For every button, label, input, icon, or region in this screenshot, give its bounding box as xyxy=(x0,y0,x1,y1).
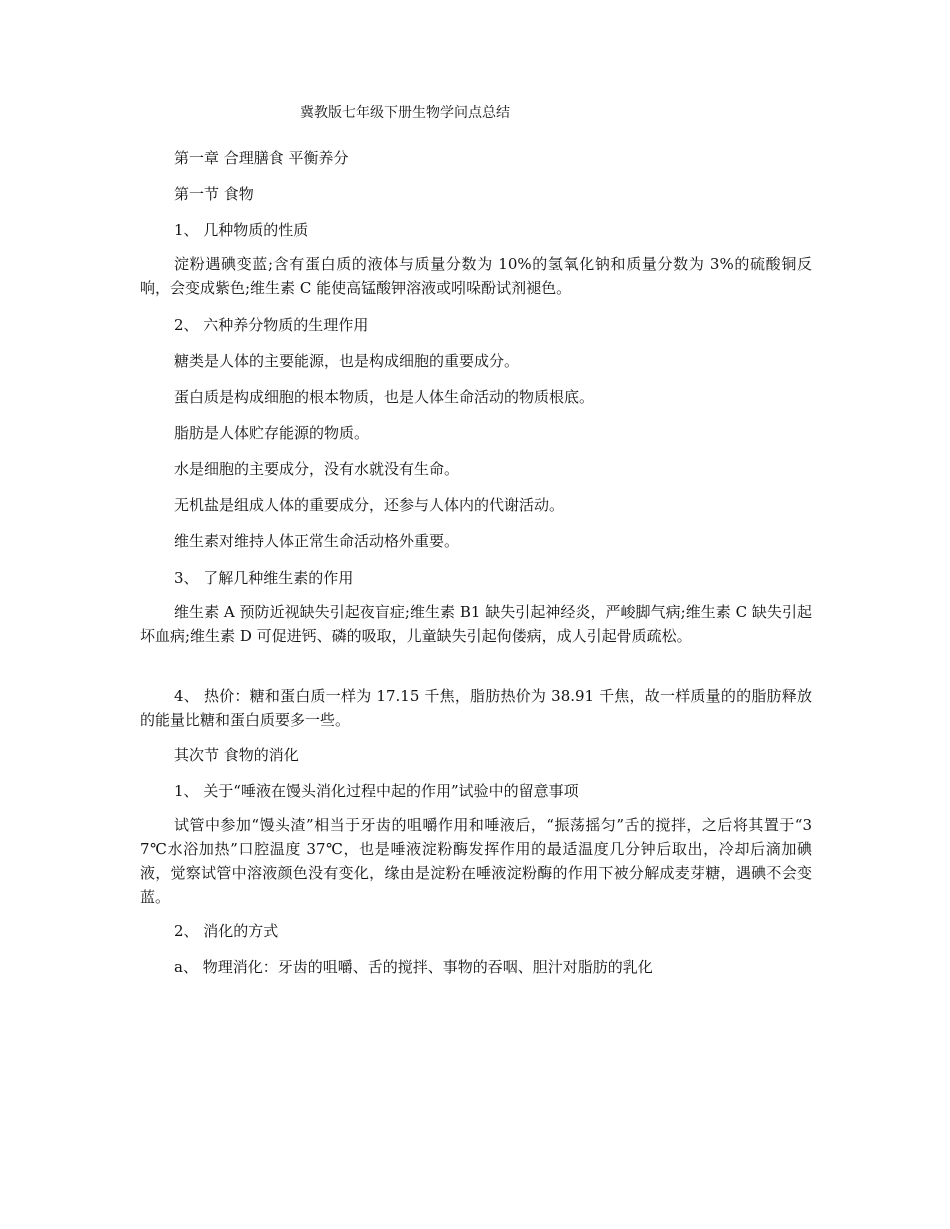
nutrient-line: 糖类是人体的主要能源，也是构成细胞的重要成分。 xyxy=(174,352,520,370)
section-heading: 其次节 食物的消化 xyxy=(174,746,299,764)
item-heading: 2、 消化的方式 xyxy=(174,922,279,940)
item-heading: 2、 六种养分物质的生理作用 xyxy=(174,316,369,334)
paragraph: 4、 热价：糖和蛋白质一样为 17.15 千焦，脂肪热价为 38.91 千焦，故一样质量的的脂肪释放的能量比糖和蛋白质要多一些。 xyxy=(140,687,812,729)
nutrient-line: 维生素对维持人体正常生命活动格外重要。 xyxy=(174,532,460,550)
item-heading: 1、 几种物质的性质 xyxy=(174,221,309,239)
nutrient-line: 无机盐是组成人体的重要成分，还参与人体内的代谢活动。 xyxy=(174,496,565,514)
paragraph: 维生素 A 预防近视缺失引起夜盲症;维生素 B1 缺失引起神经炎，严峻脚气病;维生素 C 缺失引起坏血病;维生素 D 可促进钙、磷的吸取，儿童缺失引起佝偻病，成人引起骨质疏松。 xyxy=(140,603,812,645)
section-heading: 第一节 食物 xyxy=(174,185,254,203)
nutrient-line: 水是细胞的主要成分，没有水就没有生命。 xyxy=(174,460,460,478)
nutrient-line: 蛋白质是构成细胞的根本物质，也是人体生命活动的物质根底。 xyxy=(174,388,595,406)
item-heading: 3、 了解几种维生素的作用 xyxy=(174,569,354,587)
paragraph: 试管中参加“馒头渣”相当于牙齿的咀嚼作用和唾液后，“振荡摇匀”舌的搅拌，之后将其置于“37℃水浴加热”口腔温度 37℃，也是唾液淀粉酶发挥作用的最适温度几分钟后取出，冷却后滴加碘液，觉察试管中溶液颜色没有变化，缘由是淀粉在唾液淀粉酶的作用下被分解成麦芽糖，遇碘不会变蓝。 xyxy=(140,816,812,906)
document-title: 冀教版七年级下册生物学问点总结 xyxy=(300,105,510,121)
list-item: a、 物理消化：牙齿的咀嚼、舌的搅拌、事物的吞咽、胆汁对脂肪的乳化 xyxy=(174,958,653,976)
item-heading: 1、 关于“唾液在馒头消化过程中起的作用”试验中的留意事项 xyxy=(174,782,579,800)
nutrient-line: 脂肪是人体贮存能源的物质。 xyxy=(174,424,370,442)
paragraph: 淀粉遇碘变蓝;含有蛋白质的液体与质量分数为 10%的氢氧化钠和质量分数为 3%的硫酸铜反响，会变成紫色;维生素 C 能使高锰酸钾溶液或吲哚酚试剂褪色。 xyxy=(140,255,812,297)
chapter-heading: 第一章 合理膳食 平衡养分 xyxy=(174,149,349,167)
